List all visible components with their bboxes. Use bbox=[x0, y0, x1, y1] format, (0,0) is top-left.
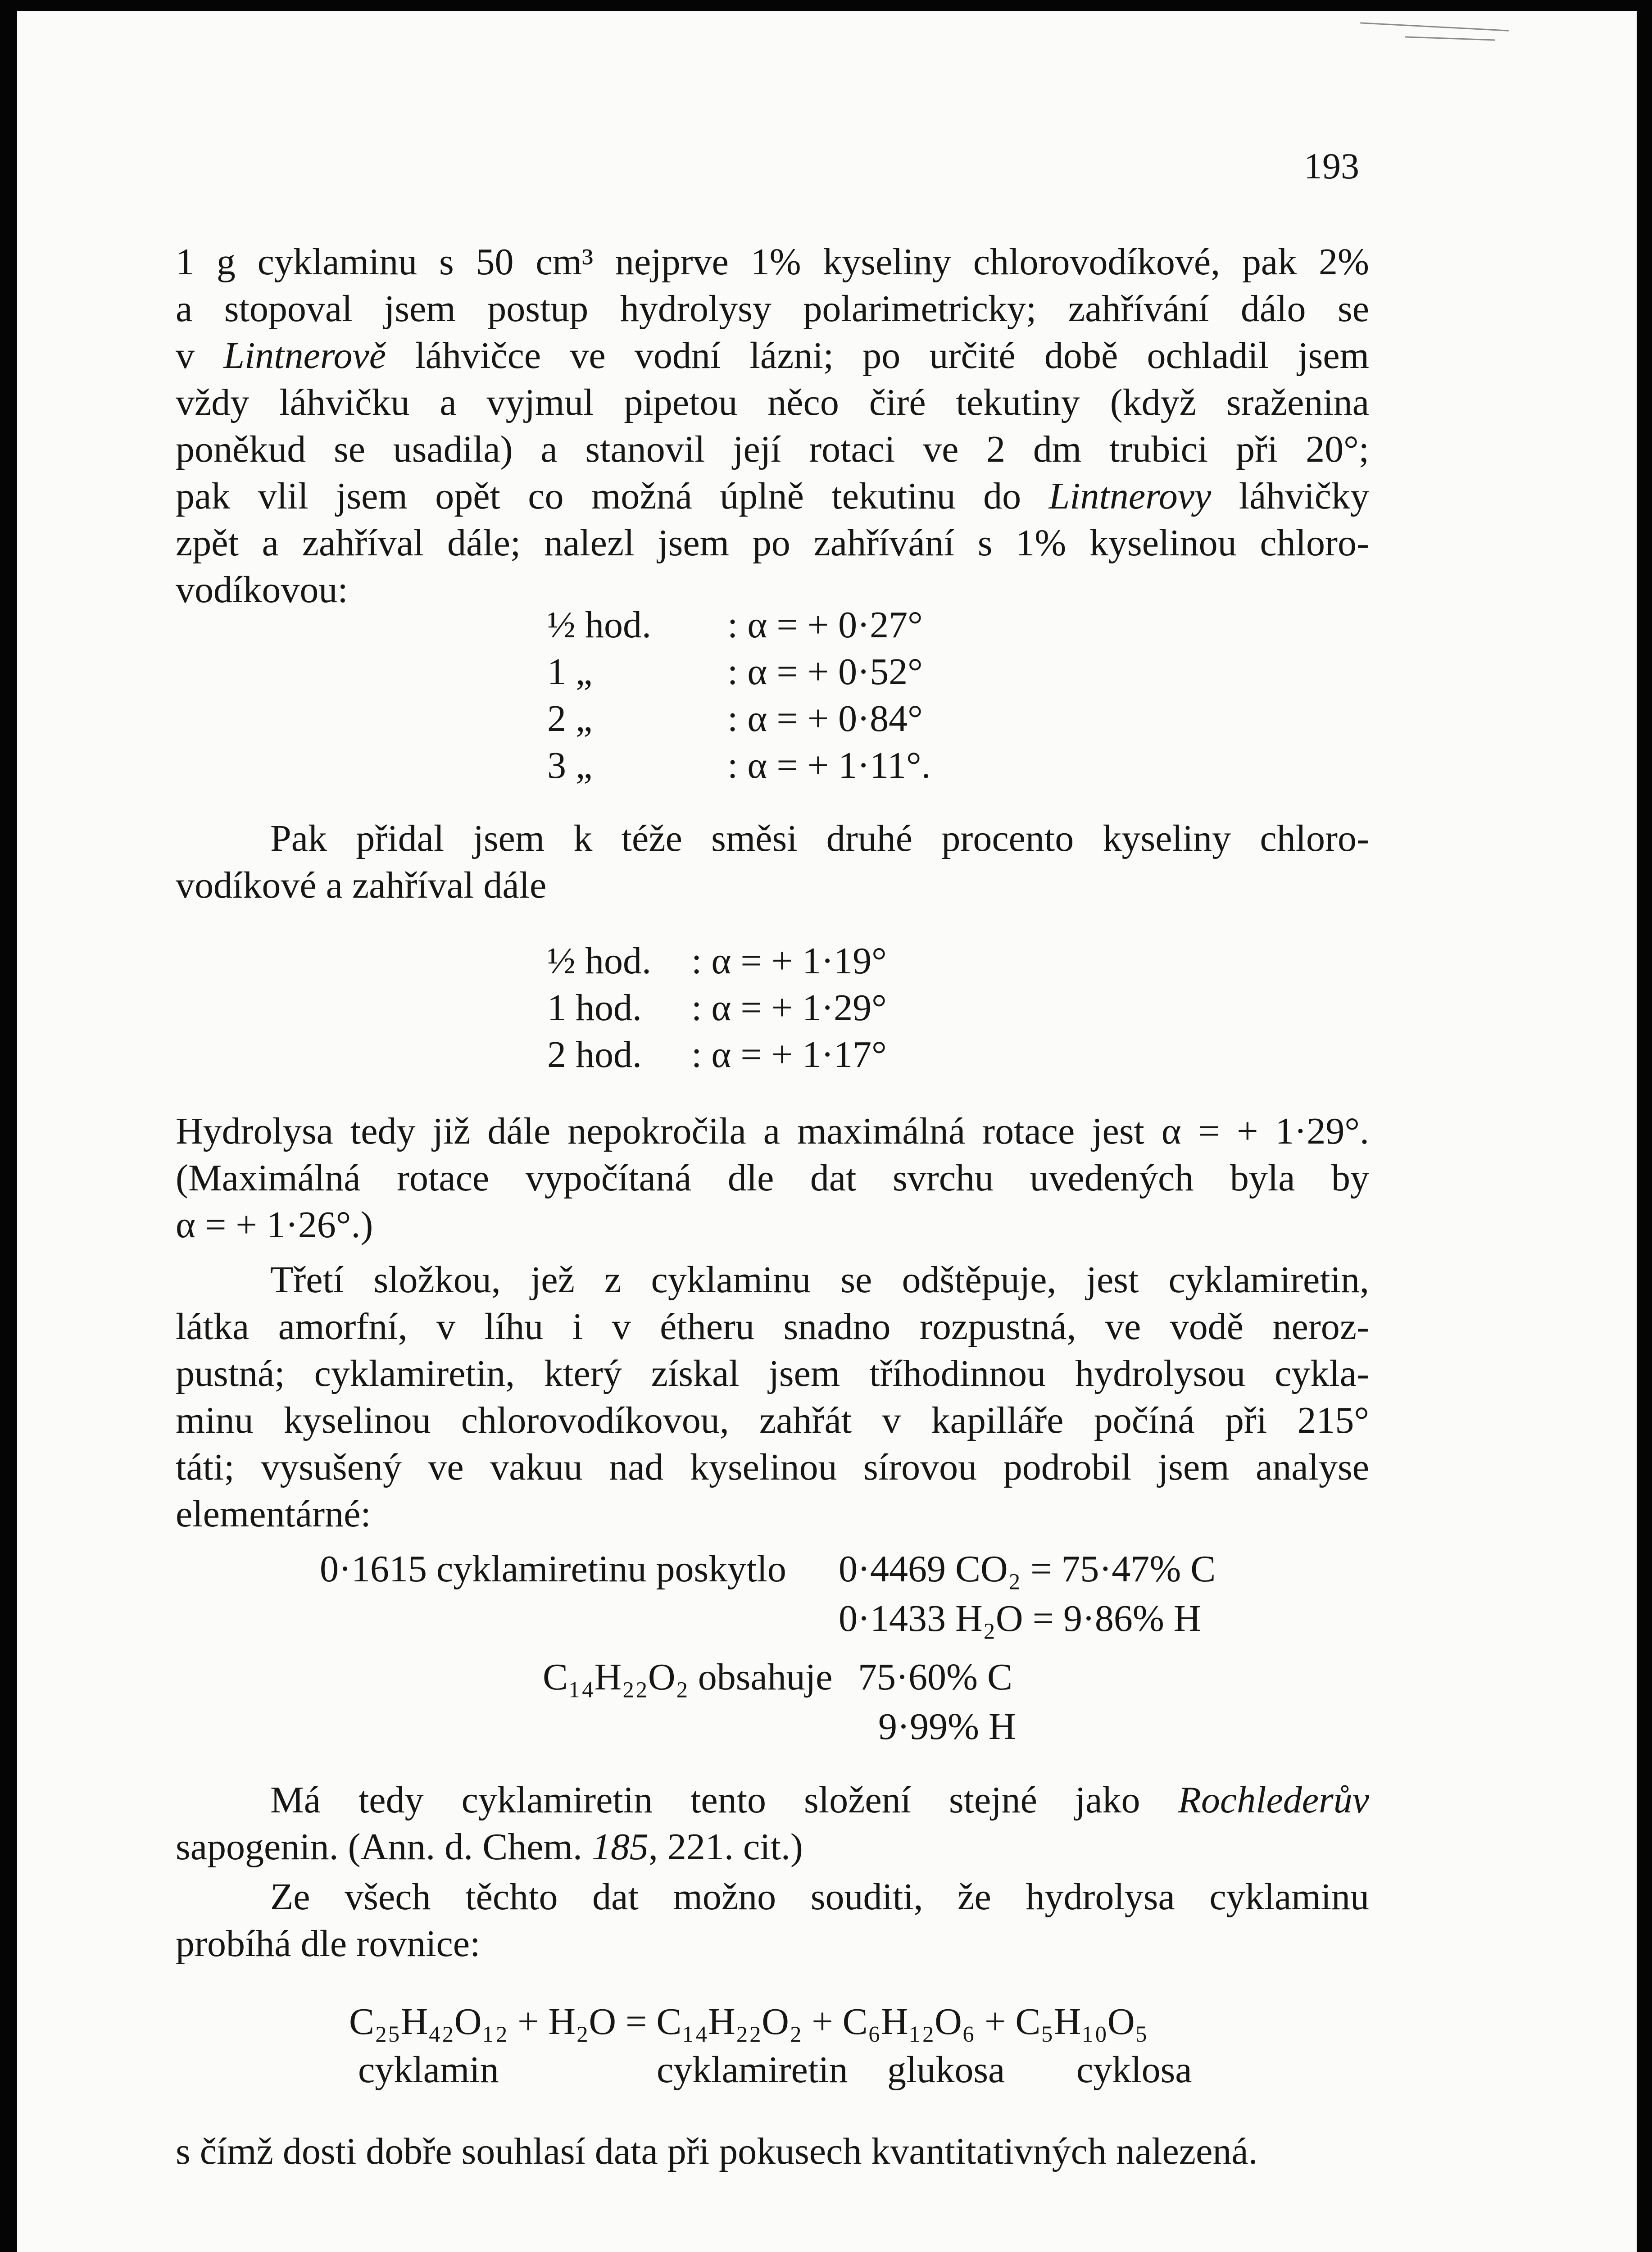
text-line: látka amorfní, v líhu i v étheru snadno rozpustná, ve vodě neroz- bbox=[176, 1306, 1369, 1348]
analysis-co2: 0·4469 CO₂ = 75·47% C bbox=[839, 1548, 1216, 1590]
table-row: 1 hod. : α = + 1·29° bbox=[547, 987, 887, 1029]
table-row: 1 „ : α = + 0·52° bbox=[547, 651, 923, 693]
paragraph-cyklamiretin bbox=[176, 1257, 1369, 1538]
text-line: Ze všech těchto dat možno souditi, že hydrolysa cyklaminu bbox=[270, 1876, 1369, 1918]
text-line: 1 g cyklaminu s 50 cm³ nejprve 1% kyseliny chlorovodíkové, pak 2% bbox=[176, 241, 1369, 283]
text-line: Má tedy cyklamiretin tento složení stejné jako Rochlederův bbox=[270, 1779, 1369, 1821]
page-number: 193 bbox=[1304, 145, 1359, 186]
text-line: Pak přidal jsem k téže směsi druhé procento kyseliny chloro- bbox=[270, 817, 1369, 859]
analysis-sample: 0·1615 cyklamiretinu poskytlo bbox=[320, 1548, 786, 1590]
text-line: a stopoval jsem postup hydrolysy polarimetricky; zahřívání dálo se bbox=[176, 288, 1369, 330]
paragraph-hydrolysis-result bbox=[176, 1108, 1369, 1249]
text-line: v Lintnerově láhvičce ve vodní lázni; po určité době ochladil jsem bbox=[176, 335, 1369, 377]
author-name: Rochlederův bbox=[1178, 1779, 1369, 1821]
scan-mark bbox=[1360, 22, 1509, 31]
equation-label-glukosa: glukosa bbox=[887, 2049, 1005, 2091]
scan-mark bbox=[1405, 36, 1495, 41]
paragraph-rochleder bbox=[176, 1777, 1369, 1871]
text-line: poněkud se usadila) a stanovil její rotaci ve 2 dm trubici při 20°; bbox=[176, 428, 1369, 470]
text-line: sapogenin. (Ann. d. Chem. 185, 221. cit.) bbox=[176, 1826, 803, 1868]
author-name: Lintnerově bbox=[223, 335, 386, 377]
text-line: minu kyselinou chlorovodíkovou, zahřát v kapilláře počíná při 215° bbox=[176, 1399, 1369, 1441]
equation-label-cyklamin: cyklamin bbox=[358, 2049, 499, 2091]
text-line: probíhá dle rovnice: bbox=[176, 1923, 481, 1965]
analysis-h2o: 0·1433 H₂O = 9·86% H bbox=[839, 1598, 1201, 1639]
text-line: pak vlil jsem opět co možná úplně tekutinu do Lintnerovy láhvičky bbox=[176, 475, 1369, 517]
equation-formula: C₂₅H₄₂O₁₂ + H₂O = C₁₄H₂₂O₂ + C₆H₁₂O₆ + C₅H₁₀O₅ bbox=[349, 2001, 1148, 2043]
table-row: ½ hod. : α = + 1·19° bbox=[547, 940, 887, 982]
table-row: 2 hod. : α = + 1·17° bbox=[547, 1034, 887, 1076]
text-line: táti; vysušený ve vakuu nad kyselinou sírovou podrobil jsem analyse bbox=[176, 1446, 1369, 1488]
paragraph-intro bbox=[176, 239, 1369, 613]
volume-number: 185 bbox=[591, 1826, 649, 1868]
scan-border-right bbox=[1637, 0, 1652, 2252]
paragraph-closing bbox=[176, 2128, 1369, 2175]
paragraph-second-acid bbox=[176, 815, 1369, 909]
text-line: vždy láhvičku a vyjmul pipetou něco čiré tekutiny (když sraženina bbox=[176, 381, 1369, 423]
author-name: Lintnerovy bbox=[1048, 475, 1212, 517]
scan-border-left bbox=[0, 0, 17, 2252]
text-line: vodíkové a zahříval dále bbox=[176, 864, 547, 906]
scan-border-top bbox=[0, 0, 1652, 11]
equation-label-cyklosa: cyklosa bbox=[1076, 2049, 1192, 2091]
table-row: 2 „ : α = + 0·84° bbox=[547, 698, 923, 740]
text-line: elementárné: bbox=[176, 1493, 371, 1535]
text-line: zpět a zahříval dále; nalezl jsem po zahřívání s 1% kyselinou chloro- bbox=[176, 522, 1369, 564]
calc-hydrogen: 9·99% H bbox=[878, 1706, 1016, 1748]
paragraph-equation-intro bbox=[176, 1874, 1369, 1967]
table-row: ½ hod. : α = + 0·27° bbox=[547, 604, 923, 646]
rotation-table-1 bbox=[547, 602, 931, 789]
text-line: α = + 1·26°.) bbox=[176, 1204, 373, 1246]
text-line: (Maximálná rotace vypočítaná dle dat svrchu uvedených byla by bbox=[176, 1157, 1369, 1199]
text-line: vodíkovou: bbox=[176, 569, 348, 611]
equation-label-cyklamiretin: cyklamiretin bbox=[657, 2049, 848, 2091]
rotation-table-2 bbox=[547, 938, 887, 1078]
calc-carbon: 75·60% C bbox=[858, 1656, 1012, 1698]
text-line: s čímž dosti dobře souhlasí data při pokusech kvantitativných nalezená. bbox=[176, 2130, 1258, 2172]
text-line: Třetí složkou, jež z cyklaminu se odštěpuje, jest cyklamiretin, bbox=[270, 1259, 1369, 1301]
calc-formula-label: C₁₄H₂₂O₂ obsahuje bbox=[543, 1656, 833, 1698]
text-line: pustná; cyklamiretin, který získal jsem tříhodinnou hydrolysou cykla- bbox=[176, 1353, 1369, 1394]
text-line: Hydrolysa tedy již dále nepokročila a maximálná rotace jest α = + 1·29°. bbox=[176, 1110, 1369, 1152]
table-row: 3 „ : α = + 1·11°. bbox=[547, 745, 931, 786]
